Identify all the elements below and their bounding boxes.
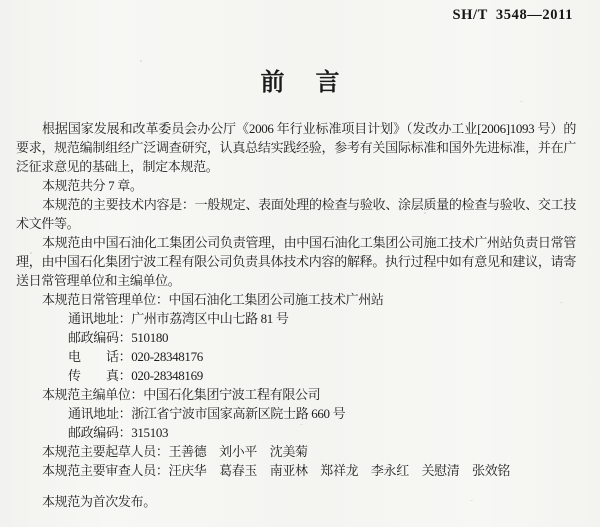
page-title-char-left: 前 xyxy=(260,70,285,96)
chief-editing-unit-address: 通讯地址：浙江省宁波市国家高新区院士路 660 号 xyxy=(68,406,346,421)
page-title xyxy=(0,62,600,97)
release-note: 本规范为首次发布。 xyxy=(42,494,156,509)
scan-speck xyxy=(30,252,32,254)
foreword-paragraph-contents: 本规范的主要技术内容是：一般规定、表面处理的检查与验收、涂层质量的检查与验收、交工技术文件等。 xyxy=(16,197,576,231)
scan-speck xyxy=(424,212,426,214)
scan-speck xyxy=(470,500,473,501)
scan-speck xyxy=(82,472,84,474)
scan-speck xyxy=(560,302,563,303)
management-unit-fax: 传 真：020-28348169 xyxy=(68,368,203,383)
chief-editing-unit-heading: 本规范主编单位：中国石化集团宁波工程有限公司 xyxy=(42,387,321,402)
scan-speck xyxy=(520,101,523,102)
standard-code: SH/T 3548—2011 xyxy=(452,7,573,23)
page-title-char-right: 言 xyxy=(315,70,340,96)
foreword-paragraph-basis: 根据国家发展和改革委员会办公厅《2006 年行业标准项目计划》（发改办工业[2006]1093 号）的要求，规范编制组经广泛调查研究，认真总结实践经验，参考有关国际标准和国外先进标准，并在广泛征求意见的基础上，制定本规范。 xyxy=(16,121,576,174)
scan-speck xyxy=(300,424,303,425)
chief-editing-unit-postcode: 邮政编码：315103 xyxy=(68,425,169,440)
management-unit-postcode: 邮政编码：510180 xyxy=(68,330,169,345)
scan-speck xyxy=(140,60,142,62)
management-unit-heading: 本规范日常管理单位：中国石油化工集团公司施工技术广州站 xyxy=(42,292,384,307)
foreword-body xyxy=(16,119,576,511)
foreword-paragraph-management: 本规范由中国石油化工集团公司负责管理，由中国石油化工集团公司施工技术广州站负责日常管理，由中国石化集团宁波工程有限公司负责具体技术内容的解释。执行过程中如有意见和建议，请寄送日常管理单位和主编单位。 xyxy=(16,235,576,288)
drafters-line: 本规范主要起草人员：王善德 刘小平 沈美菊 xyxy=(42,444,308,459)
foreword-paragraph-chapters: 本规范共分 7 章。 xyxy=(42,178,143,193)
reviewers-line: 本规范主要审查人员：汪庆华 葛春玉 南亚林 郑祥龙 李永红 关慰清 张效铭 xyxy=(42,463,511,478)
management-unit-address: 通讯地址：广州市荔湾区中山七路 81 号 xyxy=(68,311,289,326)
management-unit-phone: 电 话：020-28348176 xyxy=(68,349,203,364)
